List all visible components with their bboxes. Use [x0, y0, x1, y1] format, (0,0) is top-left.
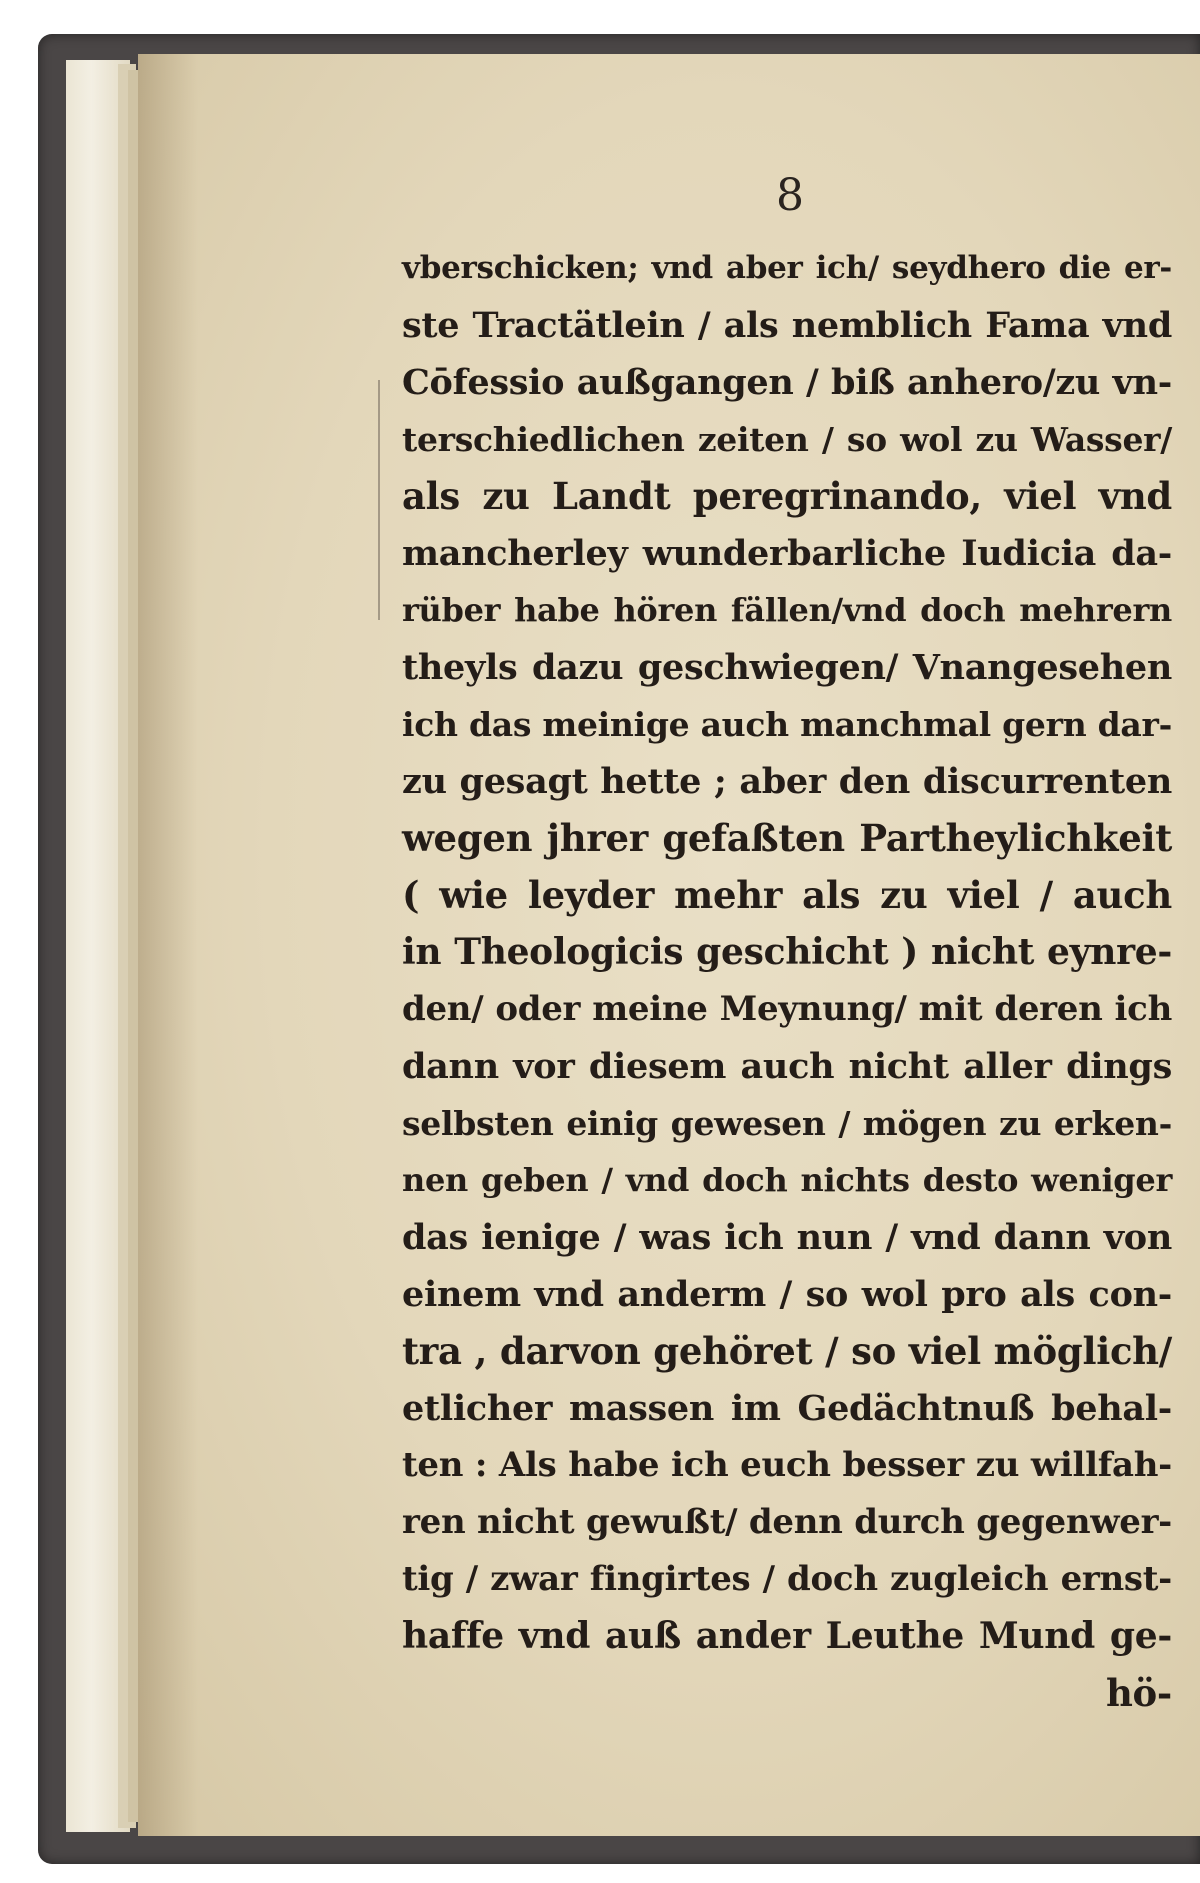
page-number: 8: [776, 170, 804, 221]
text-line: tig / zwar fingirtes / doch zugleich ernst-: [402, 1559, 1172, 1599]
text-line: zu gesagt hette ; aber den discurrenten: [402, 761, 1172, 802]
text-line: Cōfessio außgangen / biß anhero/zu vn-: [402, 362, 1172, 403]
text-line: das ienige / was ich nun / vnd dann von: [402, 1217, 1172, 1258]
text-line: ten : Als habe ich euch besser zu willfah-: [402, 1445, 1172, 1485]
text-line: ste Tractätlein / als nemblich Fama vnd: [402, 305, 1172, 346]
text-line: tra , darvon gehöret / so viel möglich/: [402, 1329, 1172, 1373]
text-line: ( wie leyder mehr als zu viel / auch: [402, 873, 1172, 917]
text-line: wegen jhrer gefaßten Partheylichkeit: [402, 816, 1172, 860]
body-text: [402, 240, 1172, 1715]
text-line: mancherley wunderbarliche Iudicia da-: [402, 533, 1172, 574]
text-line: vberschicken; vnd aber ich/ seydhero die er-: [402, 250, 1172, 286]
text-line: als zu Landt peregrinando, viel vnd: [402, 474, 1172, 518]
text-line: terschiedlichen zeiten / so wol zu Wasser/: [402, 420, 1172, 459]
gutter-shadow: [138, 54, 198, 1836]
text-line: in Theologicis geschicht ) nicht eynre-: [402, 931, 1172, 973]
text-line: den/ oder meine Meynung/ mit deren ich: [402, 989, 1172, 1029]
text-line: ich das meinige auch manchmal gern dar-: [402, 705, 1172, 744]
text-line: einem vnd anderm / so wol pro als con-: [402, 1274, 1172, 1315]
text-line: nen geben / vnd doch nichts desto weniger: [402, 1161, 1172, 1199]
text-line: haffe vnd auß ander Leuthe Mund ge-: [402, 1615, 1172, 1657]
text-line: etlicher massen im Gedächtnuß behal-: [402, 1388, 1172, 1429]
text-line: ren nicht gewußt/ denn durch gegenwer-: [402, 1502, 1172, 1542]
text-line: theyls dazu geschwiegen/ Vnangesehen: [402, 647, 1172, 688]
margin-mark: [378, 380, 380, 620]
catchword: hö-: [1105, 1671, 1172, 1715]
text-line: rüber habe hören fällen/vnd doch mehrern: [402, 591, 1172, 629]
text-line: selbsten einig gewesen / mögen zu erken-: [402, 1104, 1172, 1143]
text-line: dann vor diesem auch nicht aller dings: [402, 1046, 1172, 1087]
